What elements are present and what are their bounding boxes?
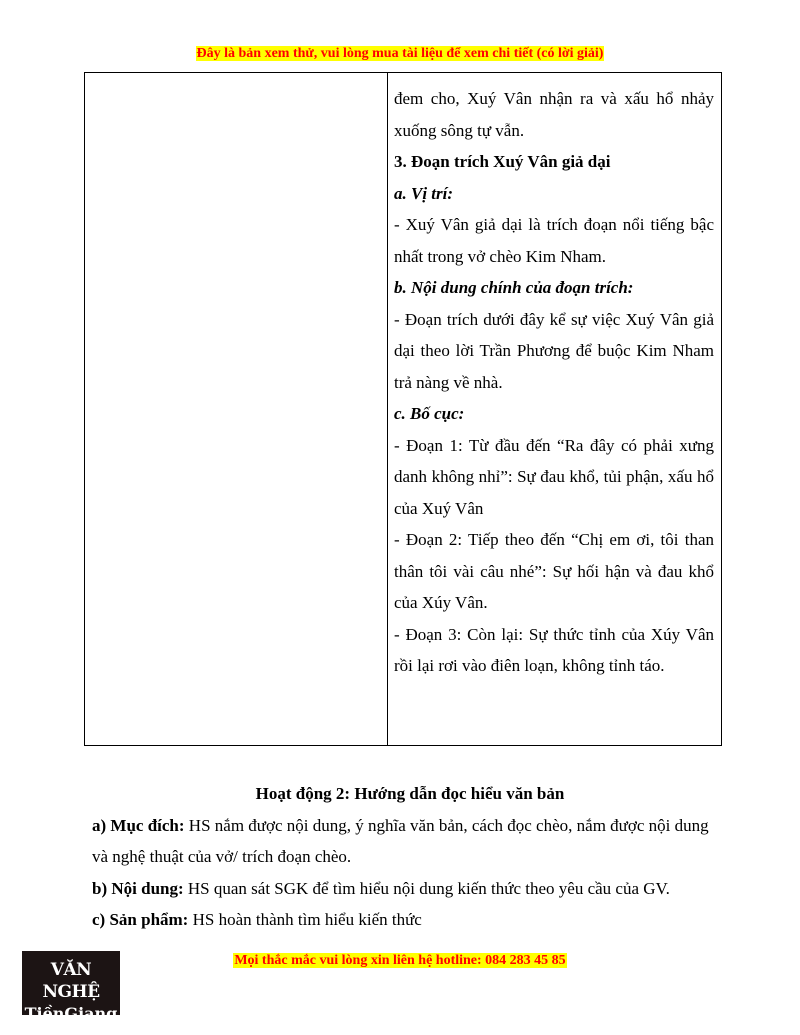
- activity-title: Hoạt động 2: Hướng dẫn đọc hiểu văn bản: [255, 784, 565, 803]
- cell-paragraph: đem cho, Xuý Vân nhận ra và xấu hổ nhảy xuống sông tự vẫn.: [394, 89, 714, 140]
- activity-product-text: HS hoàn thành tìm hiểu kiến thức: [188, 910, 422, 929]
- activity-product: [92, 904, 728, 936]
- table-right-cell: [394, 83, 714, 682]
- cell-paragraph: - Xuý Vân giả dại là trích đoạn nổi tiếng bậc nhất trong vở chèo Kim Nham.: [394, 215, 714, 266]
- preview-notice-text: Đây là bản xem thử, vui lòng mua tài liệu để xem chi tiết (có lời giải): [196, 46, 604, 61]
- activity-purpose-text: HS nắm được nội dung, ý nghĩa văn bản, cách đọc chèo, nắm được nội dung và nghệ thuật của vở/ trích đoạn chèo.: [92, 815, 709, 866]
- activity-content-text: HS quan sát SGK để tìm hiểu nội dung kiến thức theo yêu cầu của GV.: [183, 878, 670, 898]
- publisher-logo: [22, 951, 120, 1023]
- hotline-banner: [0, 953, 800, 969]
- cell-paragraph: - Đoạn 1: Từ đầu đến “Ra đây có phải xưng danh không nhỉ”: Sự đau khổ, tủi phận, xấu hổ của Xuý Vân: [394, 435, 714, 518]
- cell-paragraph: a. Vị trí:: [394, 183, 454, 203]
- cell-paragraph: - Đoạn trích dưới đây kể sự việc Xuý Vân giả dại theo lời Trần Phương để buộc Kim Nham trả nàng về nhà.: [394, 309, 714, 392]
- activity-purpose: [92, 810, 728, 873]
- logo-line-2: TiềnGiang: [24, 1004, 118, 1023]
- cell-paragraph: 3. Đoạn trích Xuý Vân giả dại: [394, 152, 611, 171]
- activity-content: [92, 873, 728, 905]
- cell-paragraph: - Đoạn 2: Tiếp theo đến “Chị em ơi, tôi than thân tôi vài câu nhé”: Sự hối hận và đau khổ của Xúy Vân.: [394, 530, 714, 612]
- table-column-divider: [387, 73, 388, 745]
- logo-line-1: VĂN NGHỆ: [42, 960, 100, 1002]
- cell-paragraph: b. Nội dung chính của đoạn trích:: [394, 278, 634, 297]
- hotline-text: Mọi thắc mắc vui lòng xin liên hệ hotline: 084 283 45 85: [234, 953, 566, 968]
- activity-purpose-label: a) Mục đích:: [92, 815, 185, 835]
- activity-content-label: b) Nội dung:: [92, 878, 184, 898]
- preview-notice-banner: [0, 46, 800, 62]
- content-table: [84, 72, 722, 746]
- activity-product-label: c) Sản phẩm:: [92, 910, 189, 929]
- cell-paragraph: - Đoạn 3: Còn lại: Sự thức tỉnh của Xúy Vân rồi lại rơi vào điên loạn, không tỉnh táo.: [394, 624, 714, 675]
- activity-section: [92, 778, 728, 936]
- cell-paragraph: c. Bố cục:: [394, 404, 465, 423]
